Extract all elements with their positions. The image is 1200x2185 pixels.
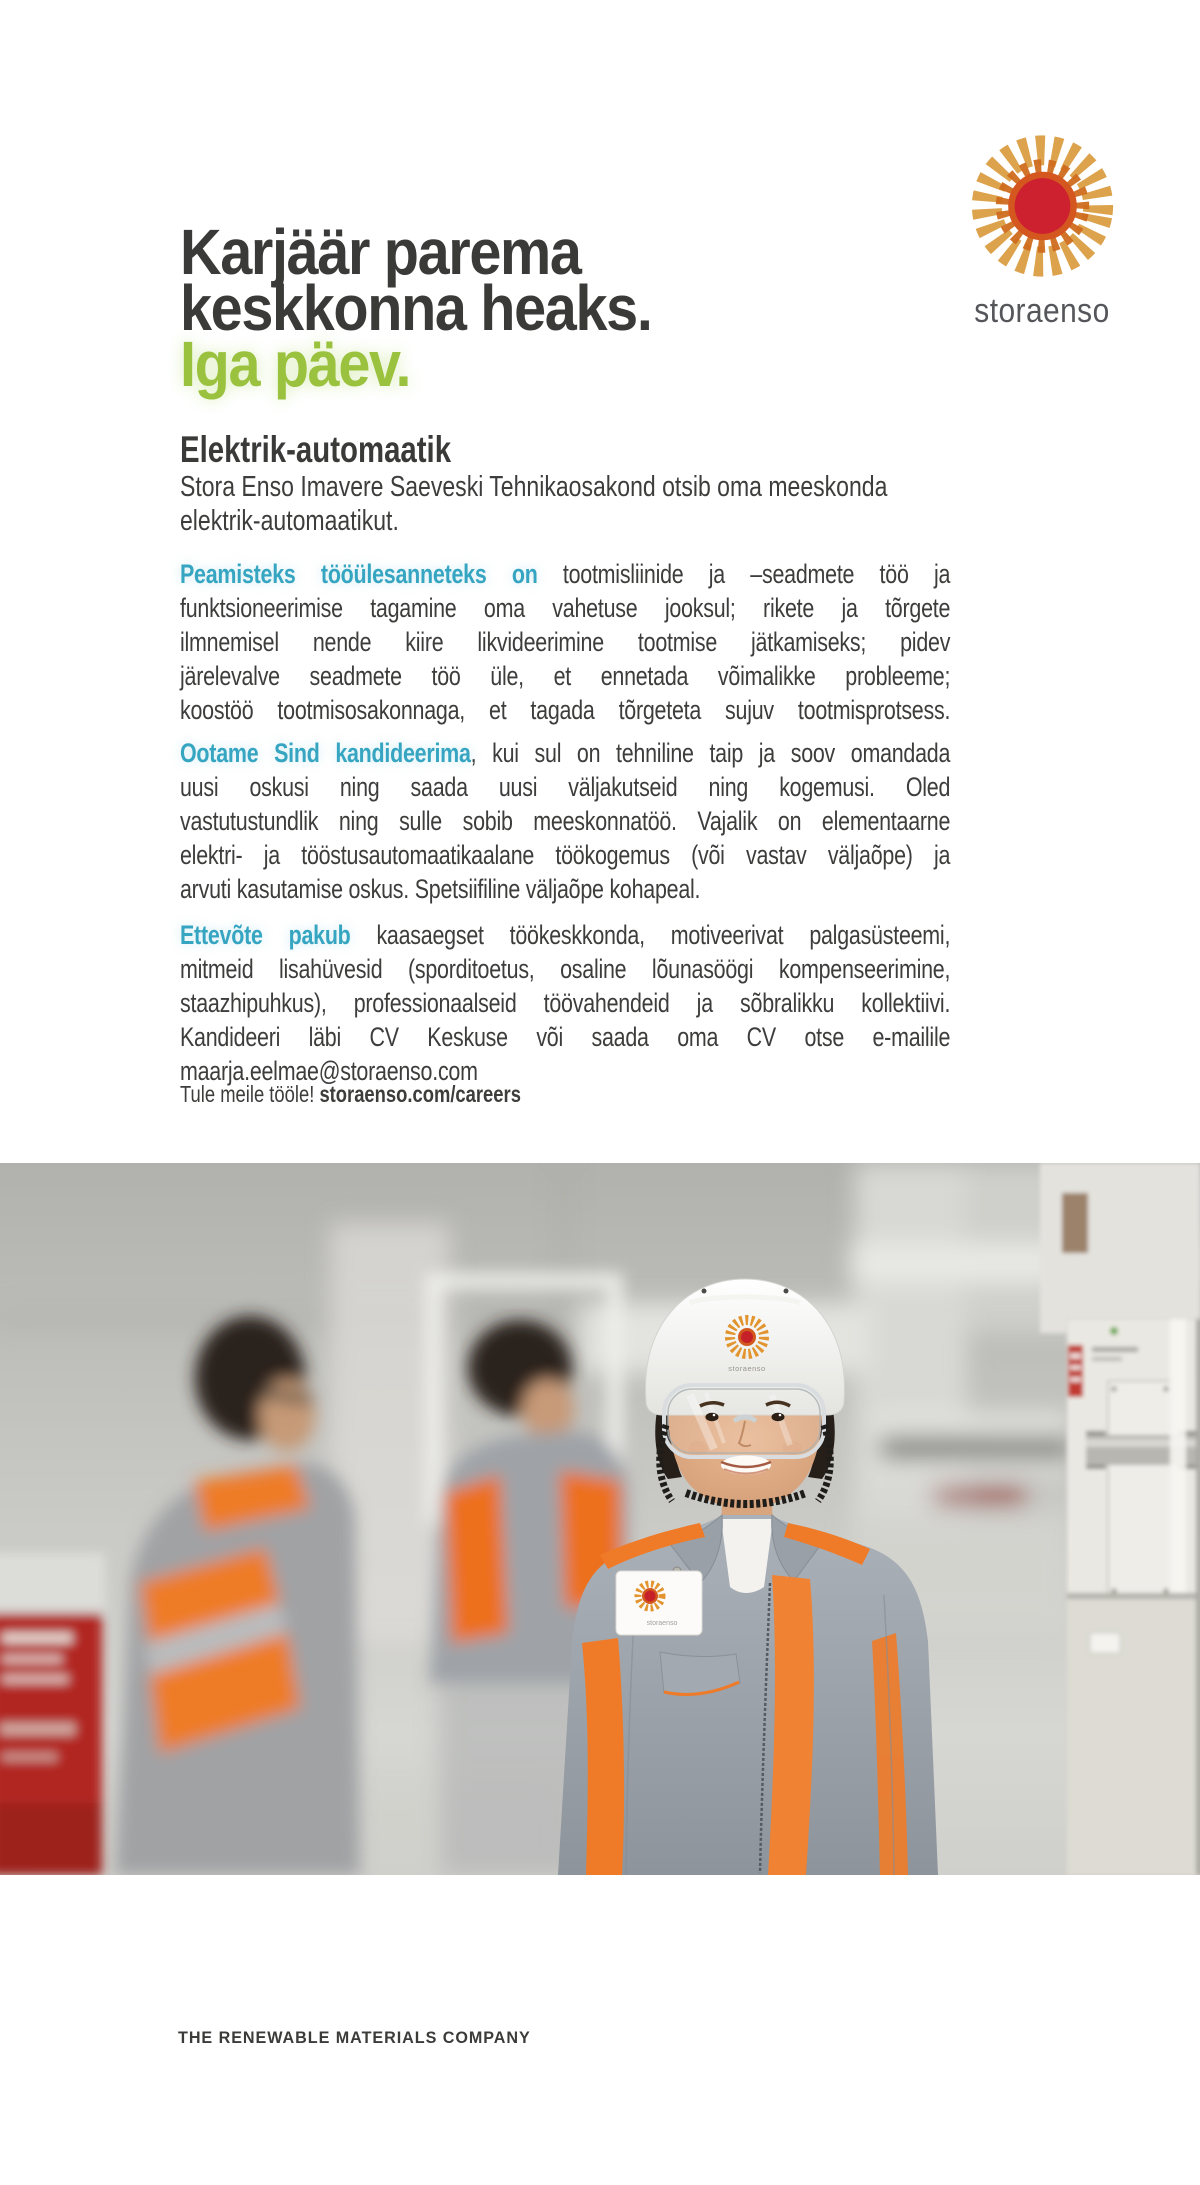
cta-line <box>180 1080 521 1108</box>
paragraph-text: elektri- ja tööstusautomaatikaalane töökogemus (või vastav väljaõpe) ja <box>180 840 951 870</box>
headline-line2: keskkonna heaks. <box>180 272 652 344</box>
paragraph-text: staazhipuhkus), professionaalseid töövahendeid ja sõbralikku kollektiivi. <box>180 988 951 1018</box>
paragraph-tasks <box>180 557 950 727</box>
job-intro-line2: elektrik-automaatikut. <box>180 505 399 537</box>
paragraph-offer <box>180 918 950 1088</box>
paragraph-text: funktsioneerimise tagamine oma vahetuse jooksul; rikete ja tõrgete <box>180 593 951 623</box>
headline-line3: Iga päev. <box>180 328 411 400</box>
factory-photo-illustration <box>0 1163 1200 1875</box>
paragraph-text: mitmeid lisahüvesid (sporditoetus, osaline lõunasöögi kompenseerimine, <box>180 954 951 984</box>
workers-photo <box>0 1163 1200 1875</box>
paragraph-text: , kui sul on tehniline taip ja soov omandada <box>470 738 951 768</box>
badge-text: storaenso <box>646 1620 678 1627</box>
red-cabinet <box>0 1553 105 1875</box>
logo-wordmark: storaenso <box>974 292 1110 330</box>
careers-link[interactable]: storaenso.com/careers <box>319 1081 521 1107</box>
paragraph-expectations <box>180 736 950 906</box>
paragraph-text: arvuti kasutamise oskus. Spetsiifiline väljaõpe kohapeal. <box>180 874 701 904</box>
paragraph-text: uusi oskusi ning saada uusi väljakutseid ning kogemusi. Oled <box>180 772 951 802</box>
orange-sleeve-panel <box>582 1638 624 1875</box>
job-title: Elektrik-automaatik <box>180 429 452 470</box>
paragraph-text: ilmnemisel nende kiire likvideerimine tootmise jätkamiseks; pidev <box>180 627 951 657</box>
stora-enso-logo <box>952 120 1132 331</box>
paragraph-text: tootmisliinide ja –seadmete töö ja <box>537 559 951 589</box>
paragraph-text: kaasaegset töökeskkonda, motiveerivat palgasüsteemi, <box>350 920 951 950</box>
headline <box>180 216 652 400</box>
lead-tasks: Peamisteks tööülesanneteks on <box>180 559 538 589</box>
cta-prefix: Tule meile tööle! <box>180 1081 320 1107</box>
headline-line1: Karjäär parema <box>180 216 581 288</box>
orange-zipper-flap <box>768 1575 814 1875</box>
helmet-text: storaenso <box>728 1364 766 1373</box>
paragraph-text: vastutustundlik ning sulle sobib meeskonnatöö. Vajalik on elementaarne <box>180 806 951 836</box>
job-intro-line1: Stora Enso Imavere Saeveski Tehnikaosakond otsib oma meeskonda <box>180 471 888 503</box>
email-link[interactable]: maarja.eelmae@storaenso.com <box>180 1056 478 1086</box>
job-description <box>180 430 950 1088</box>
company-tagline: THE RENEWABLE MATERIALS COMPANY <box>178 2028 531 2047</box>
paragraph-text: järelevalve seadmete töö üle, et ennetada võimalikke probleeme; <box>180 661 951 691</box>
lead-expectations: Ootame Sind kandideerima <box>180 738 471 768</box>
paragraph-text: Kandideeri läbi CV Keskuse või saada oma CV otse e-mailile <box>180 1022 951 1052</box>
chest-badge <box>616 1571 702 1635</box>
paragraph-text: koostöö tootmisosakonnaga, et tagada tõrgeteta sujuv tootmisprotsess. <box>180 695 951 725</box>
lead-offer: Ettevõte pakub <box>180 920 351 950</box>
sunburst-logo-icon <box>955 120 1130 292</box>
